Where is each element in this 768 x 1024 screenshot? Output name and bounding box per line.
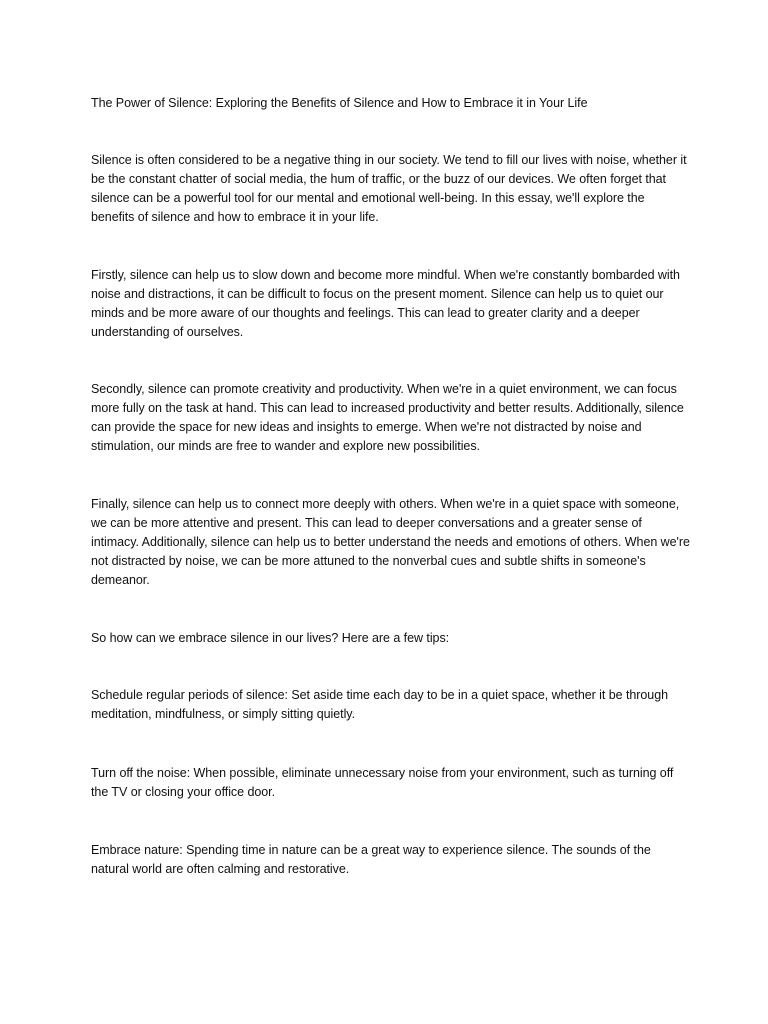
paragraph-secondly: Secondly, silence can promote creativity and productivity. When we're in a quiet environment, we can focus more fully on the task at hand. This can lead to increased productivity and better results. Additionally, silence can provide the space for new ideas and insights to emerge. When we're not distracted by noise and stimulation, our minds are free to wander and explore new possibilities. xyxy=(91,382,684,453)
paragraph-tip-schedule-silence: Schedule regular periods of silence: Set aside time each day to be in a quiet space, whether it be through meditation, mindfulness, or simply sitting quietly. xyxy=(91,688,669,721)
paragraph-finally: Finally, silence can help us to connect more deeply with others. When we're in a quiet space with someone, we can be more attentive and present. This can lead to deeper conversations and a greater sense of intimacy. Additionally, silence can help us to better understand the needs and emotions of others. When we're not distracted by noise, we can be more attuned to the nonverbal cues and subtle shifts in someone's demeanor. xyxy=(91,497,690,587)
document-title: The Power of Silence: Exploring the Benefits of Silence and How to Embrace it in Your Life xyxy=(91,96,588,110)
paragraph-tip-embrace-nature: Embrace nature: Spending time in nature can be a great way to experience silence. The sounds of the natural world are often calming and restorative. xyxy=(91,843,651,876)
paragraph-firstly: Firstly, silence can help us to slow down and become more mindful. When we're constantly bombarded with noise and distractions, it can be difficult to focus on the present moment. Silence can help us to quiet our minds and be more aware of our thoughts and feelings. This can lead to greater clarity and a deeper understanding of ourselves. xyxy=(91,268,680,339)
paragraph-intro: Silence is often considered to be a negative thing in our society. We tend to fill our lives with noise, whether it be the constant chatter of social media, the hum of traffic, or the buzz of our devices. We often forget that silence can be a powerful tool for our mental and emotional well-being. In this essay, we'll explore the benefits of silence and how to embrace it in your life. xyxy=(91,153,687,224)
paragraph-tips-intro: So how can we embrace silence in our lives? Here are a few tips: xyxy=(91,631,450,645)
paragraph-tip-turn-off-noise: Turn off the noise: When possible, eliminate unnecessary noise from your environment, such as turning off the TV or closing your office door. xyxy=(91,766,674,799)
